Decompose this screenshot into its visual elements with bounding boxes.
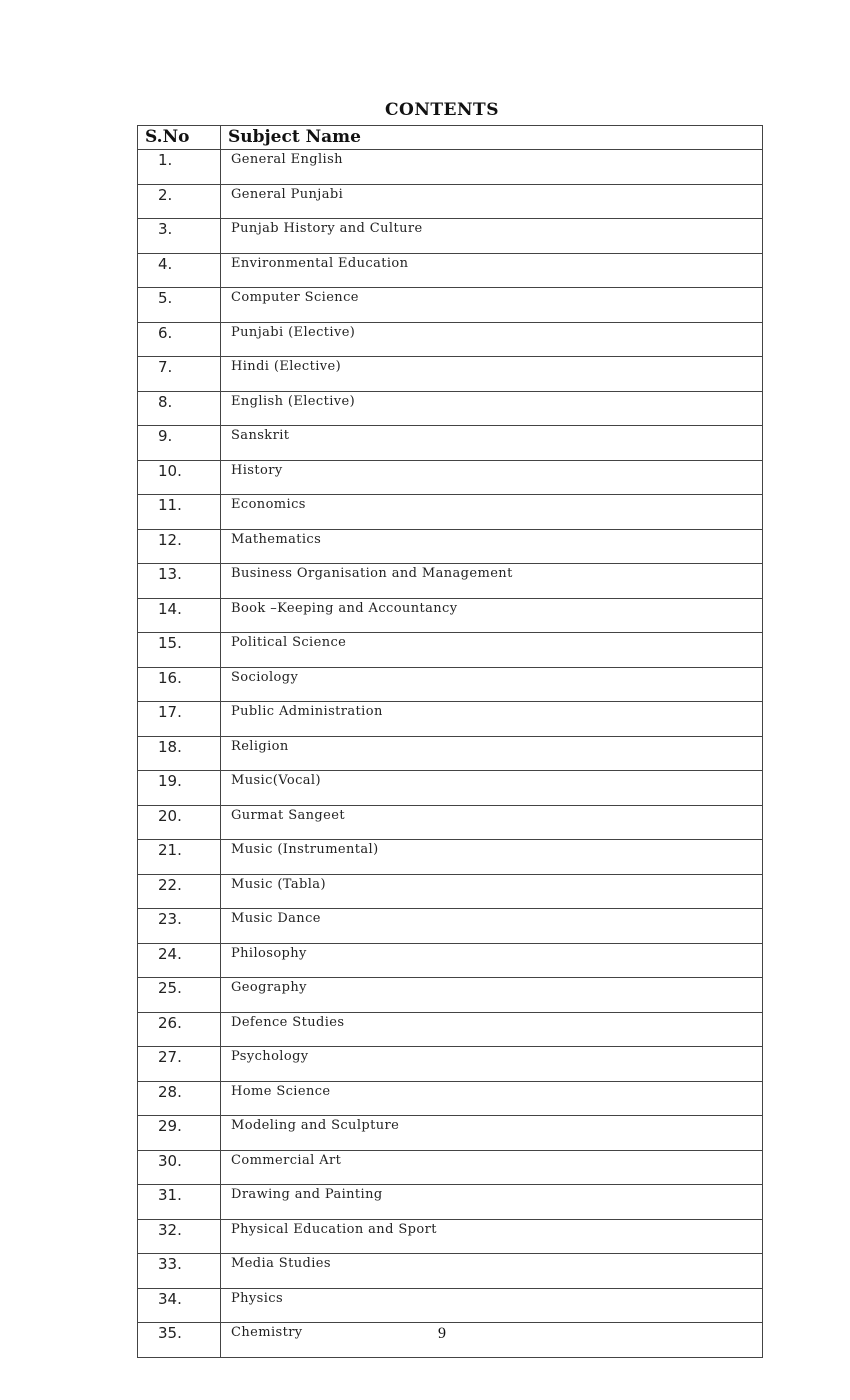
subject-name: Media Studies <box>221 1254 763 1289</box>
subject-name: Book –Keeping and Accountancy <box>221 598 763 633</box>
serial-number: 28. <box>138 1081 221 1116</box>
serial-number: 35. <box>138 1323 221 1358</box>
table-row <box>138 253 763 288</box>
serial-number: 21. <box>138 840 221 875</box>
serial-number: 1. <box>138 150 221 185</box>
serial-number: 13. <box>138 564 221 599</box>
table-row <box>138 495 763 530</box>
page-title: CONTENTS <box>385 100 499 120</box>
subject-name: Gurmat Sangeet <box>221 805 763 840</box>
table-row <box>138 943 763 978</box>
serial-number: 31. <box>138 1185 221 1220</box>
serial-number: 3. <box>138 219 221 254</box>
subject-name: Philosophy <box>221 943 763 978</box>
table-row <box>138 1185 763 1220</box>
serial-number: 18. <box>138 736 221 771</box>
serial-number: 19. <box>138 771 221 806</box>
serial-number: 33. <box>138 1254 221 1289</box>
serial-number: 22. <box>138 874 221 909</box>
serial-number: 2. <box>138 184 221 219</box>
subject-name: Psychology <box>221 1047 763 1082</box>
subject-name: Computer Science <box>221 288 763 323</box>
table-row <box>138 1219 763 1254</box>
table-row <box>138 391 763 426</box>
table-row <box>138 805 763 840</box>
serial-number: 6. <box>138 322 221 357</box>
table-row <box>138 426 763 461</box>
subject-name: General Punjabi <box>221 184 763 219</box>
subject-name: Defence Studies <box>221 1012 763 1047</box>
serial-number: 24. <box>138 943 221 978</box>
table-row <box>138 1012 763 1047</box>
column-header-sno: S.No <box>138 126 221 150</box>
subject-name: Punjab History and Culture <box>221 219 763 254</box>
subject-name: Hindi (Elective) <box>221 357 763 392</box>
table-row <box>138 150 763 185</box>
serial-number: 7. <box>138 357 221 392</box>
serial-number: 34. <box>138 1288 221 1323</box>
table-row <box>138 667 763 702</box>
table-row <box>138 840 763 875</box>
table-row <box>138 219 763 254</box>
serial-number: 5. <box>138 288 221 323</box>
subject-name: Sociology <box>221 667 763 702</box>
serial-number: 8. <box>138 391 221 426</box>
serial-number: 32. <box>138 1219 221 1254</box>
subject-name: Environmental Education <box>221 253 763 288</box>
subject-name: Commercial Art <box>221 1150 763 1185</box>
subject-name: Music Dance <box>221 909 763 944</box>
table-row <box>138 460 763 495</box>
serial-number: 15. <box>138 633 221 668</box>
subject-name: General English <box>221 150 763 185</box>
subject-name: Economics <box>221 495 763 530</box>
subject-name: Music (Tabla) <box>221 874 763 909</box>
subject-name: Mathematics <box>221 529 763 564</box>
subject-name: Sanskrit <box>221 426 763 461</box>
serial-number: 23. <box>138 909 221 944</box>
serial-number: 26. <box>138 1012 221 1047</box>
table-row <box>138 598 763 633</box>
serial-number: 17. <box>138 702 221 737</box>
serial-number: 10. <box>138 460 221 495</box>
serial-number: 12. <box>138 529 221 564</box>
table-row <box>138 633 763 668</box>
table-row <box>138 978 763 1013</box>
table-row <box>138 1150 763 1185</box>
subject-name: Punjabi (Elective) <box>221 322 763 357</box>
subject-name: Business Organisation and Management <box>221 564 763 599</box>
table-row <box>138 874 763 909</box>
serial-number: 4. <box>138 253 221 288</box>
serial-number: 11. <box>138 495 221 530</box>
table-row <box>138 357 763 392</box>
column-header-subject: Subject Name <box>221 126 763 150</box>
subject-name: Religion <box>221 736 763 771</box>
page-number: 9 <box>438 1325 446 1342</box>
table-row <box>138 288 763 323</box>
table-row <box>138 1047 763 1082</box>
serial-number: 9. <box>138 426 221 461</box>
table-row <box>138 184 763 219</box>
serial-number: 14. <box>138 598 221 633</box>
table-body <box>138 150 763 1358</box>
subject-name: Physical Education and Sport <box>221 1219 763 1254</box>
table-row <box>138 529 763 564</box>
serial-number: 16. <box>138 667 221 702</box>
subject-name: Music(Vocal) <box>221 771 763 806</box>
serial-number: 27. <box>138 1047 221 1082</box>
table-row <box>138 1288 763 1323</box>
subject-name: Public Administration <box>221 702 763 737</box>
subject-name: Political Science <box>221 633 763 668</box>
table-header-row <box>138 126 763 150</box>
subject-name: Drawing and Painting <box>221 1185 763 1220</box>
table-row <box>138 702 763 737</box>
table-row <box>138 564 763 599</box>
contents-table <box>137 125 763 1358</box>
serial-number: 25. <box>138 978 221 1013</box>
table-row <box>138 736 763 771</box>
subject-name: Chemistry <box>221 1323 763 1358</box>
subject-name: Geography <box>221 978 763 1013</box>
table-row <box>138 1254 763 1289</box>
serial-number: 29. <box>138 1116 221 1151</box>
table-row <box>138 771 763 806</box>
serial-number: 30. <box>138 1150 221 1185</box>
subject-name: Modeling and Sculpture <box>221 1116 763 1151</box>
subject-name: Physics <box>221 1288 763 1323</box>
subject-name: English (Elective) <box>221 391 763 426</box>
table-row <box>138 1081 763 1116</box>
serial-number: 20. <box>138 805 221 840</box>
table-row <box>138 909 763 944</box>
subject-name: History <box>221 460 763 495</box>
table-row <box>138 1116 763 1151</box>
subject-name: Music (Instrumental) <box>221 840 763 875</box>
subject-name: Home Science <box>221 1081 763 1116</box>
table-row <box>138 322 763 357</box>
